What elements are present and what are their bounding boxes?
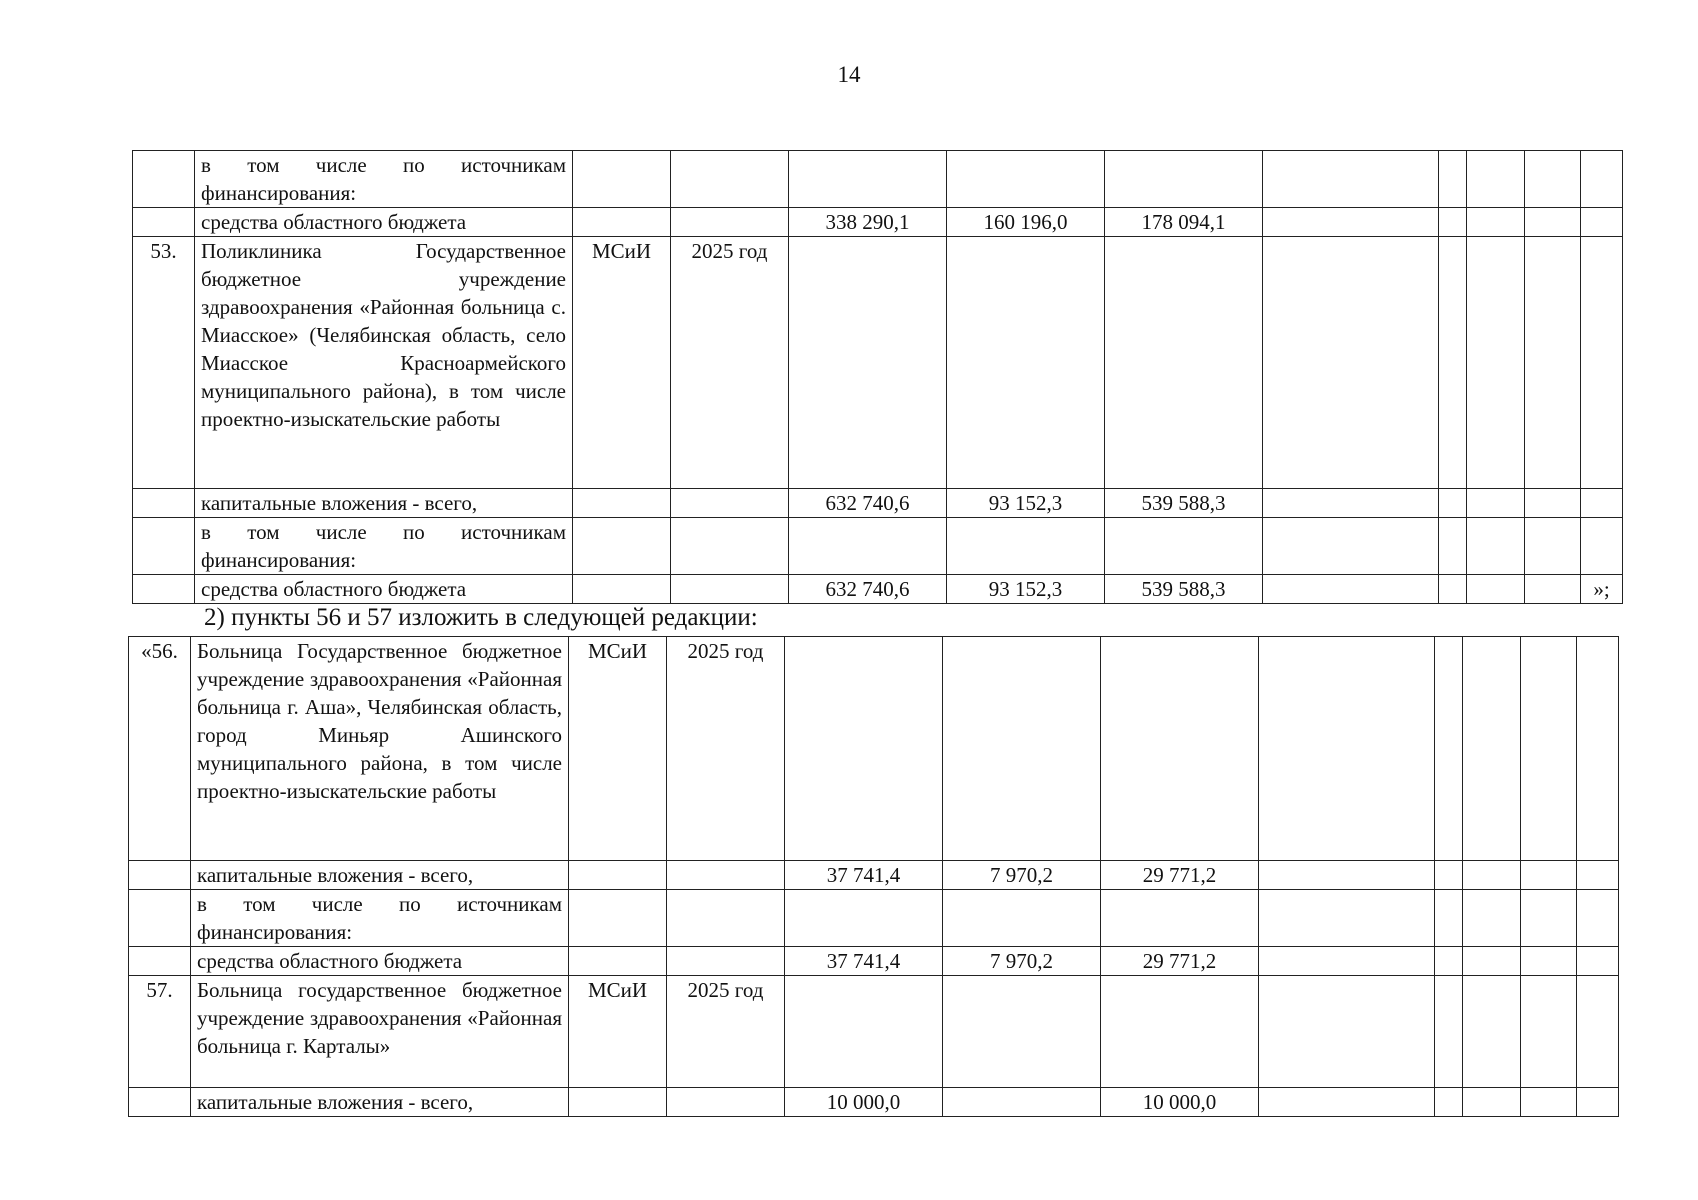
row-year <box>671 489 789 518</box>
row-closing-mark <box>1581 489 1623 518</box>
empty-cell <box>1259 637 1435 861</box>
row-value-2024 <box>943 1088 1101 1117</box>
empty-cell <box>1435 861 1463 890</box>
empty-cell <box>1521 861 1577 890</box>
empty-cell <box>1463 947 1521 976</box>
row-organization <box>573 208 671 237</box>
row-year: 2025 год <box>667 637 785 861</box>
row-closing-mark: »; <box>1581 575 1623 604</box>
row-value-2025: 10 000,0 <box>1101 1088 1259 1117</box>
empty-cell <box>1467 575 1525 604</box>
row-description: капитальные вложения - всего, <box>195 489 573 518</box>
row-description: средства областного бюджета <box>195 575 573 604</box>
row-closing-mark <box>1577 976 1619 1088</box>
row-value-2025 <box>1101 976 1259 1088</box>
row-number: 53. <box>133 237 195 489</box>
row-description: в том числе по источникам финансирования: <box>191 890 569 947</box>
empty-cell <box>1525 237 1581 489</box>
table-row <box>129 976 1619 1088</box>
row-number <box>129 890 191 947</box>
page-number: 14 <box>837 62 861 87</box>
row-description: в том числе по источникам финансирования: <box>195 518 573 575</box>
row-closing-mark <box>1577 637 1619 861</box>
empty-cell <box>1259 1088 1435 1117</box>
row-organization: МСиИ <box>569 637 667 861</box>
investment-table-upper <box>132 150 1623 604</box>
row-value-2024 <box>947 237 1105 489</box>
row-value-2024: 93 152,3 <box>947 489 1105 518</box>
row-total-value: 338 290,1 <box>789 208 947 237</box>
empty-cell <box>1521 976 1577 1088</box>
row-number <box>129 1088 191 1117</box>
empty-cell <box>1467 489 1525 518</box>
row-value-2024: 160 196,0 <box>947 208 1105 237</box>
empty-cell <box>1525 208 1581 237</box>
row-closing-mark <box>1577 861 1619 890</box>
row-total-value <box>789 237 947 489</box>
row-total-value <box>785 890 943 947</box>
empty-cell <box>1435 637 1463 861</box>
row-organization: МСиИ <box>569 976 667 1088</box>
empty-cell <box>1463 1088 1521 1117</box>
row-year <box>671 518 789 575</box>
table-row <box>133 151 1623 208</box>
row-total-value: 37 741,4 <box>785 861 943 890</box>
row-number: 57. <box>129 976 191 1088</box>
row-value-2024 <box>947 518 1105 575</box>
investment-table-lower <box>128 636 1619 1117</box>
empty-cell <box>1263 237 1439 489</box>
row-value-2025 <box>1101 890 1259 947</box>
row-year: 2025 год <box>671 237 789 489</box>
empty-cell <box>1259 976 1435 1088</box>
row-number <box>129 947 191 976</box>
empty-cell <box>1525 518 1581 575</box>
empty-cell <box>1525 575 1581 604</box>
row-total-value <box>785 976 943 1088</box>
section-heading: 2) пункты 56 и 57 изложить в следующей редакции: <box>204 604 758 631</box>
empty-cell <box>1463 890 1521 947</box>
table-row <box>129 890 1619 947</box>
empty-cell <box>1463 861 1521 890</box>
empty-cell <box>1439 208 1467 237</box>
row-year <box>671 208 789 237</box>
empty-cell <box>1467 237 1525 489</box>
row-value-2025: 539 588,3 <box>1105 575 1263 604</box>
row-closing-mark <box>1581 237 1623 489</box>
row-total-value: 37 741,4 <box>785 947 943 976</box>
row-total-value <box>785 637 943 861</box>
row-value-2024 <box>943 976 1101 1088</box>
row-closing-mark <box>1577 947 1619 976</box>
empty-cell <box>1439 575 1467 604</box>
row-value-2024: 7 970,2 <box>943 861 1101 890</box>
row-value-2025: 178 094,1 <box>1105 208 1263 237</box>
empty-cell <box>1521 1088 1577 1117</box>
row-organization: МСиИ <box>573 237 671 489</box>
row-value-2024: 93 152,3 <box>947 575 1105 604</box>
row-description: капитальные вложения - всего, <box>191 1088 569 1117</box>
empty-cell <box>1525 489 1581 518</box>
row-value-2024 <box>943 637 1101 861</box>
row-number <box>133 208 195 237</box>
empty-cell <box>1263 518 1439 575</box>
row-organization <box>573 489 671 518</box>
row-year <box>667 1088 785 1117</box>
empty-cell <box>1435 890 1463 947</box>
row-description: Больница Государственное бюджетное учреждение здравоохранения «Районная больница г. Аша», Челябинская область, город Миньяр Ашинского муниципального района, в том числе проектно-изыскательские работы <box>191 637 569 861</box>
empty-cell <box>1525 151 1581 208</box>
row-organization <box>573 151 671 208</box>
table-row <box>133 575 1623 604</box>
row-value-2024 <box>947 151 1105 208</box>
empty-cell <box>1263 489 1439 518</box>
row-value-2025 <box>1101 637 1259 861</box>
row-year: 2025 год <box>667 976 785 1088</box>
empty-cell <box>1435 976 1463 1088</box>
row-organization <box>569 947 667 976</box>
row-organization <box>569 1088 667 1117</box>
empty-cell <box>1263 151 1439 208</box>
row-closing-mark <box>1577 1088 1619 1117</box>
row-value-2024: 7 970,2 <box>943 947 1101 976</box>
row-organization <box>573 518 671 575</box>
row-value-2025: 29 771,2 <box>1101 861 1259 890</box>
table-row <box>133 518 1623 575</box>
table-row <box>133 208 1623 237</box>
empty-cell <box>1521 637 1577 861</box>
table-row <box>129 861 1619 890</box>
row-value-2025 <box>1105 518 1263 575</box>
row-total-value <box>789 151 947 208</box>
row-description: средства областного бюджета <box>191 947 569 976</box>
table-row <box>129 637 1619 861</box>
row-year <box>671 151 789 208</box>
empty-cell <box>1439 518 1467 575</box>
row-description: Больница государственное бюджетное учреждение здравоохранения «Районная больница г. Карталы» <box>191 976 569 1088</box>
row-value-2025 <box>1105 151 1263 208</box>
empty-cell <box>1435 947 1463 976</box>
row-organization <box>573 575 671 604</box>
row-year <box>671 575 789 604</box>
row-total-value: 632 740,6 <box>789 575 947 604</box>
empty-cell <box>1463 637 1521 861</box>
table-row <box>129 1088 1619 1117</box>
empty-cell <box>1467 208 1525 237</box>
row-total-value: 632 740,6 <box>789 489 947 518</box>
empty-cell <box>1521 947 1577 976</box>
empty-cell <box>1521 890 1577 947</box>
row-year <box>667 947 785 976</box>
row-value-2025: 29 771,2 <box>1101 947 1259 976</box>
row-description: в том числе по источникам финансирования: <box>195 151 573 208</box>
table-row <box>129 947 1619 976</box>
empty-cell <box>1439 151 1467 208</box>
row-organization <box>569 861 667 890</box>
row-description: Поликлиника Государственное бюджетное учреждение здравоохранения «Районная больница с. Миасское» (Челябинская область, село Миасское Красноармейского муниципального района), в том числе проектно-изыскательские работы <box>195 237 573 489</box>
empty-cell <box>1467 151 1525 208</box>
empty-cell <box>1463 976 1521 1088</box>
row-number: «56. <box>129 637 191 861</box>
row-number <box>133 575 195 604</box>
row-description: средства областного бюджета <box>195 208 573 237</box>
row-number <box>133 489 195 518</box>
row-year <box>667 861 785 890</box>
empty-cell <box>1439 237 1467 489</box>
empty-cell <box>1259 890 1435 947</box>
row-number <box>129 861 191 890</box>
row-value-2025: 539 588,3 <box>1105 489 1263 518</box>
empty-cell <box>1467 518 1525 575</box>
table-row <box>133 237 1623 489</box>
row-total-value: 10 000,0 <box>785 1088 943 1117</box>
table-row <box>133 489 1623 518</box>
row-year <box>667 890 785 947</box>
row-closing-mark <box>1577 890 1619 947</box>
empty-cell <box>1263 208 1439 237</box>
empty-cell <box>1435 1088 1463 1117</box>
row-number <box>133 518 195 575</box>
row-organization <box>569 890 667 947</box>
empty-cell <box>1439 489 1467 518</box>
empty-cell <box>1259 947 1435 976</box>
empty-cell <box>1263 575 1439 604</box>
row-value-2025 <box>1105 237 1263 489</box>
row-total-value <box>789 518 947 575</box>
row-number <box>133 151 195 208</box>
row-closing-mark <box>1581 151 1623 208</box>
row-closing-mark <box>1581 208 1623 237</box>
row-value-2024 <box>943 890 1101 947</box>
row-description: капитальные вложения - всего, <box>191 861 569 890</box>
row-closing-mark <box>1581 518 1623 575</box>
empty-cell <box>1259 861 1435 890</box>
